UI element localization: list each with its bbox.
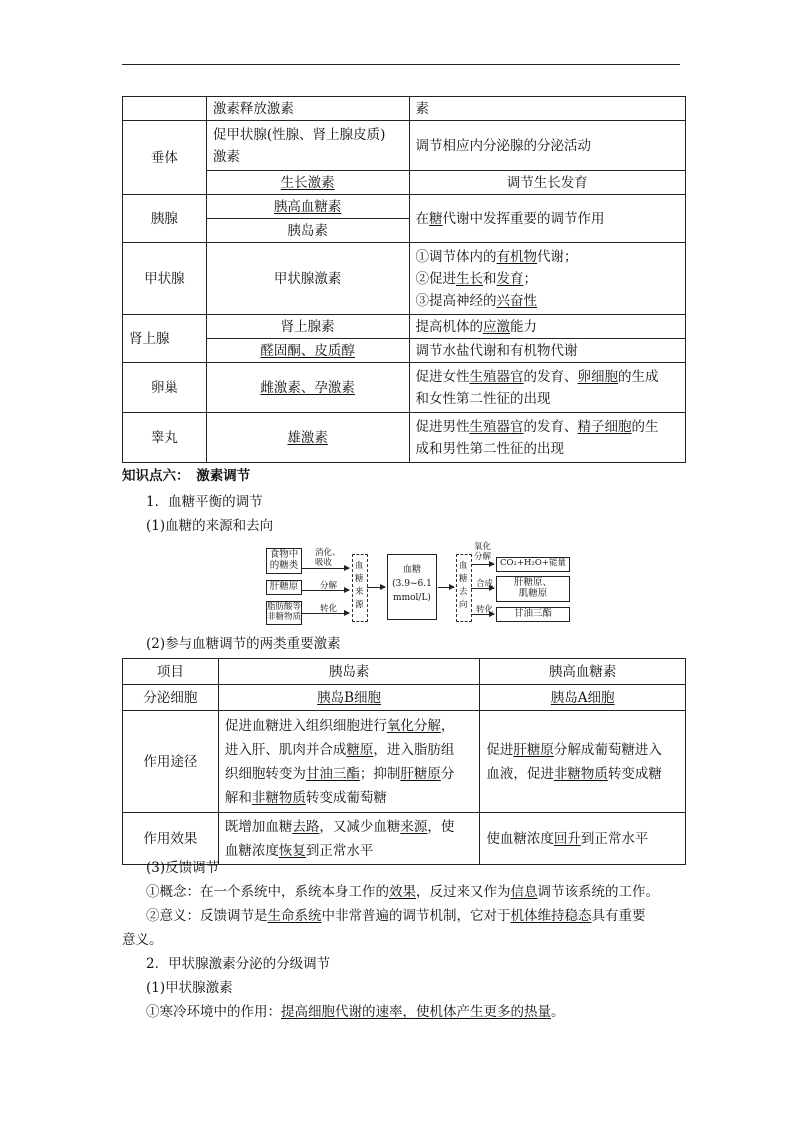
function-cell: 促进女性生殖器官的发育、卵细胞的生成 和女性第二性征的出现 <box>409 363 686 413</box>
function-cell: 调节相应内分泌腺的分泌活动 <box>409 121 686 171</box>
subheading: (3)反馈调节 <box>146 860 220 876</box>
arrow <box>367 587 385 588</box>
hormone-cell: 雄激素 <box>206 413 409 463</box>
paragraph: ①概念：在一个系统中，系统本身工作的效果，反过来又作为信息调节该系统的工作。 <box>146 884 659 900</box>
header-cell: 胰高血糖素 <box>480 659 686 685</box>
blood-sugar-box: 血糖 (3.9~6.1 mmol/L) <box>387 554 437 620</box>
row-label: 分泌细胞 <box>123 685 219 711</box>
paragraph: 意义。 <box>122 932 163 948</box>
source-nonsugar-box: 脂肪酸等非糖物质 <box>266 601 302 625</box>
table-row <box>123 97 686 121</box>
header-rule <box>122 64 680 65</box>
header-cell: 胰岛素 <box>218 659 480 685</box>
arrow-label: 消化、吸收 <box>315 548 341 568</box>
arrow-label: 分解 <box>320 581 338 591</box>
hormone-cell: 甲状腺激素 <box>206 243 409 315</box>
hormone-cell: 胰岛素 <box>206 219 409 243</box>
hormone-cell: 胰高血糖素 <box>206 195 409 219</box>
gland-cell: 胰腺 <box>123 195 207 243</box>
output-energy-box: CO₂+H₂O+能量 <box>496 557 570 572</box>
table-cell: 激素释放激素 <box>206 97 409 121</box>
table-row <box>123 711 686 813</box>
hormone-cell: 生长激素 <box>206 171 409 195</box>
gland-cell: 睾丸 <box>123 413 207 463</box>
hormone-comparison-table <box>122 658 686 865</box>
table-cell: 促进血糖进入组织细胞进行氧化分解， 进入肝、肌肉并合成糖原，进入脂肪组 织细胞转变为甘油三酯；抑制肝糖原分 解和非糖物质转变成葡萄糖 <box>218 711 480 813</box>
destination-label: 血糖去向 <box>459 561 468 610</box>
table-row <box>123 339 686 363</box>
hormone-cell: 促甲状腺(性腺、肾上腺皮质) 激素 <box>206 121 409 171</box>
function-cell: 促进男性生殖器官的发育、精子细胞的生 成和男性第二性征的出现 <box>409 413 686 463</box>
arrow <box>301 568 349 569</box>
arrow <box>471 614 494 615</box>
subheading: (1)甲状腺激素 <box>146 980 233 996</box>
subheading: (2)参与血糖调节的两类重要激素 <box>146 636 341 652</box>
gland-cell: 肾上腺 <box>123 315 207 363</box>
table-row <box>123 363 686 413</box>
function-cell: 调节生长发育 <box>409 171 686 195</box>
paragraph: ②意义：反馈调节是生命系统中非常普遍的调节机制，它对于机体维持稳态具有重要 <box>146 908 646 924</box>
output-glycogen-box: 肝糖原、 肌糖原 <box>496 576 570 602</box>
subheading: (1)血糖的来源和去向 <box>146 518 274 534</box>
table-row <box>123 171 686 195</box>
table-cell: 素 <box>409 97 686 121</box>
table-row <box>123 813 686 865</box>
arrow-label: 合成 <box>476 579 494 589</box>
table-row <box>123 195 686 219</box>
function-cell: 提高机体的应激能力 <box>409 315 686 339</box>
table-cell: 胰岛A细胞 <box>480 685 686 711</box>
endocrine-table <box>122 96 686 463</box>
source-food-box: 食物中的糖类 <box>266 548 302 574</box>
subheading: 2．甲状腺激素分泌的分级调节 <box>146 956 331 972</box>
arrow-label: 转化 <box>476 605 494 615</box>
source-label: 血糖来源 <box>355 561 364 610</box>
arrow <box>301 613 349 614</box>
hormone-cell: 雌激素、孕激素 <box>206 363 409 413</box>
table-cell: 使血糖浓度回升到正常水平 <box>480 813 686 865</box>
row-label: 作用效果 <box>123 813 219 865</box>
arrow-label: 转化 <box>320 604 338 614</box>
gland-cell: 垂体 <box>123 121 207 195</box>
arrow <box>301 590 349 591</box>
row-label: 作用途径 <box>123 711 219 813</box>
table-row <box>123 413 686 463</box>
blood-sugar-diagram <box>260 540 572 626</box>
header-cell: 项目 <box>123 659 219 685</box>
table-row <box>123 243 686 315</box>
hormone-cell: 醛固酮、皮质醇 <box>206 339 409 363</box>
arrow <box>438 587 454 588</box>
section-title: 知识点六： 激素调节 <box>122 468 251 484</box>
hormone-cell: 肾上腺素 <box>206 315 409 339</box>
table-row <box>123 659 686 685</box>
arrow <box>471 588 494 589</box>
arrow <box>471 564 494 565</box>
source-glycogen-box: 肝糖原 <box>266 580 302 595</box>
table-row <box>123 121 686 171</box>
subheading: 1．血糖平衡的调节 <box>146 494 263 510</box>
table-cell: 促进肝糖原分解成葡萄糖进入 血液，促进非糖物质转变成糖 <box>480 711 686 813</box>
gland-cell: 甲状腺 <box>123 243 207 315</box>
output-triglyceride-box: 甘油三酯 <box>496 607 570 622</box>
table-row <box>123 315 686 339</box>
arrow-label: 氧化分解 <box>474 542 492 562</box>
function-cell: 在糖代谢中发挥重要的调节作用 <box>409 195 686 243</box>
paragraph: ①寒冷环境中的作用：提高细胞代谢的速率，使机体产生更多的热量。 <box>146 1004 565 1020</box>
table-cell: 既增加血糖去路，又减少血糖来源，使 血糖浓度恢复到正常水平 <box>218 813 480 865</box>
function-cell: 调节水盐代谢和有机物代谢 <box>409 339 686 363</box>
gland-cell: 卵巢 <box>123 363 207 413</box>
table-cell: 胰岛B细胞 <box>218 685 480 711</box>
function-cell: ①调节体内的有机物代谢； ②促进生长和发育； ③提高神经的兴奋性 <box>409 243 686 315</box>
table-row <box>123 685 686 711</box>
